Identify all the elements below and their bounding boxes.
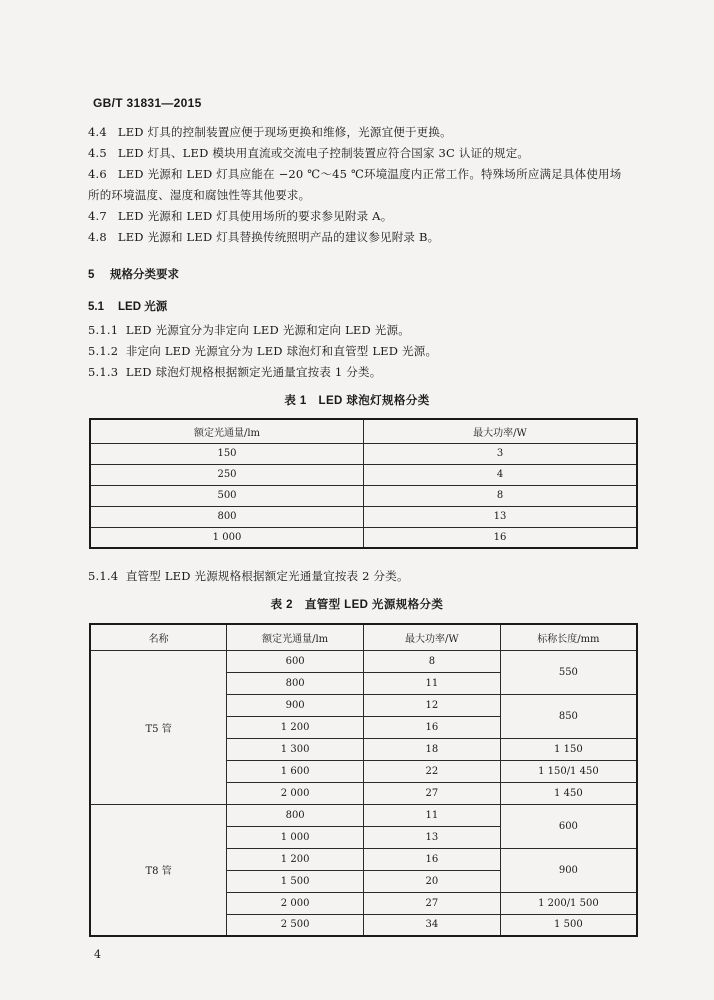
power-cell: 27: [364, 892, 501, 914]
clause-text: LED 灯具的控制装置应便于现场更换和维修，光源宜便于更换。: [117, 125, 452, 139]
clause-4-4: [88, 122, 648, 143]
clause-number: 4.4: [88, 125, 107, 139]
flux-cell: 1 500: [227, 870, 364, 892]
power-cell: 22: [364, 760, 501, 782]
section-number: 5.1: [88, 301, 104, 313]
length-cell: 900: [500, 848, 637, 892]
power-cell: 18: [364, 738, 501, 760]
length-cell: 850: [500, 694, 637, 738]
section-5-1-heading: [88, 298, 167, 314]
clause-4-7: [88, 206, 648, 227]
length-cell: 1 150: [500, 738, 637, 760]
clause-text: LED 光源和 LED 灯具替换传统照明产品的建议参见附录 B。: [117, 230, 440, 244]
column-header: 最大功率/W: [364, 419, 638, 443]
table-2: [89, 623, 638, 937]
flux-cell: 800: [227, 672, 364, 694]
column-header: 最大功率/W: [364, 624, 501, 650]
length-cell: 600: [500, 804, 637, 848]
clause-number: 4.8: [88, 230, 107, 244]
clause-text-continued: 所的环境温度、湿度和腐蚀性等其他要求。: [88, 188, 311, 202]
clause-4-8: [88, 227, 648, 248]
clause-number: 4.5: [88, 146, 107, 160]
table-cell: 4: [364, 464, 638, 485]
power-cell: 11: [364, 672, 501, 694]
tube-type-cell: T8 管: [90, 804, 227, 936]
flux-cell: 2 500: [227, 914, 364, 936]
tube-type-cell: T5 管: [90, 650, 227, 804]
table-header-row: [90, 419, 637, 443]
clause-5-1-3: [88, 362, 648, 383]
clause-5-1-4: [88, 566, 648, 587]
power-cell: 11: [364, 804, 501, 826]
table-row: [90, 650, 637, 672]
table-cell: 13: [364, 506, 638, 527]
clause-text: 直管型 LED 光源规格根据额定光通量宜按表 2 分类。: [125, 569, 409, 583]
length-cell: 550: [500, 650, 637, 694]
clause-number: 5.1.1: [88, 323, 119, 337]
column-header: 标称长度/mm: [500, 624, 637, 650]
table-cell: 3: [364, 443, 638, 464]
flux-cell: 1 200: [227, 716, 364, 738]
flux-cell: 2 000: [227, 782, 364, 804]
clause-text: LED 球泡灯规格根据额定光通量宜按表 1 分类。: [125, 365, 382, 379]
table-header-row: [90, 624, 637, 650]
power-cell: 12: [364, 694, 501, 716]
power-cell: 16: [364, 848, 501, 870]
table-row: [90, 443, 637, 464]
table-1: [89, 418, 638, 549]
table-row: [90, 804, 637, 826]
power-cell: 13: [364, 826, 501, 848]
section-number: 5: [88, 269, 95, 281]
table-cell: 250: [90, 464, 364, 485]
column-header: 额定光通量/lm: [227, 624, 364, 650]
flux-cell: 600: [227, 650, 364, 672]
section-title: 规格分类要求: [110, 269, 179, 281]
length-cell: 1 500: [500, 914, 637, 936]
flux-cell: 2 000: [227, 892, 364, 914]
table-cell: 800: [90, 506, 364, 527]
clause-4-6: [88, 164, 648, 206]
section-5-heading: [88, 266, 179, 282]
clause-text: 非定向 LED 光源宜分为 LED 球泡灯和直管型 LED 光源。: [125, 344, 438, 358]
flux-cell: 1 600: [227, 760, 364, 782]
clause-5-1-2: [88, 341, 648, 362]
section-title: LED 光源: [118, 301, 168, 313]
flux-cell: 800: [227, 804, 364, 826]
power-cell: 20: [364, 870, 501, 892]
table-row: [90, 506, 637, 527]
power-cell: 34: [364, 914, 501, 936]
clause-number: 5.1.2: [88, 344, 119, 358]
column-header: 额定光通量/lm: [90, 419, 364, 443]
page-number: 4: [94, 948, 101, 961]
clause-number: 5.1.4: [88, 569, 119, 583]
length-cell: 1 450: [500, 782, 637, 804]
length-cell: 1 150/1 450: [500, 760, 637, 782]
table-cell: 16: [364, 527, 638, 548]
clause-number: 5.1.3: [88, 365, 119, 379]
power-cell: 16: [364, 716, 501, 738]
length-cell: 1 200/1 500: [500, 892, 637, 914]
table-row: [90, 527, 637, 548]
column-header: 名称: [90, 624, 227, 650]
clause-number: 4.7: [88, 209, 107, 223]
clause-text: LED 光源和 LED 灯具使用场所的要求参见附录 A。: [117, 209, 393, 223]
standard-code: GB/T 31831—2015: [93, 96, 202, 110]
table-2-caption: 表 2 直管型 LED 光源规格分类: [270, 599, 444, 611]
table-cell: 500: [90, 485, 364, 506]
flux-cell: 1 300: [227, 738, 364, 760]
clause-text: LED 光源宜分为非定向 LED 光源和定向 LED 光源。: [125, 323, 410, 337]
flux-cell: 1 200: [227, 848, 364, 870]
clause-5-1-1: [88, 320, 648, 341]
clause-text: LED 灯具、LED 模块用直流或交流电子控制装置应符合国家 3C 认证的规定。: [117, 146, 530, 160]
flux-cell: 900: [227, 694, 364, 716]
clause-text: LED 光源和 LED 灯具应能在 −20 ℃～45 ℃环境温度内正常工作。特殊场所应满足具体使用场: [117, 167, 622, 181]
table-cell: 150: [90, 443, 364, 464]
table-row: [90, 485, 637, 506]
table-1-caption: 表 1 LED 球泡灯规格分类: [284, 395, 430, 407]
table-row: [90, 464, 637, 485]
power-cell: 27: [364, 782, 501, 804]
flux-cell: 1 000: [227, 826, 364, 848]
table-cell: 1 000: [90, 527, 364, 548]
power-cell: 8: [364, 650, 501, 672]
clause-number: 4.6: [88, 167, 107, 181]
clause-4-5: [88, 143, 648, 164]
table-cell: 8: [364, 485, 638, 506]
